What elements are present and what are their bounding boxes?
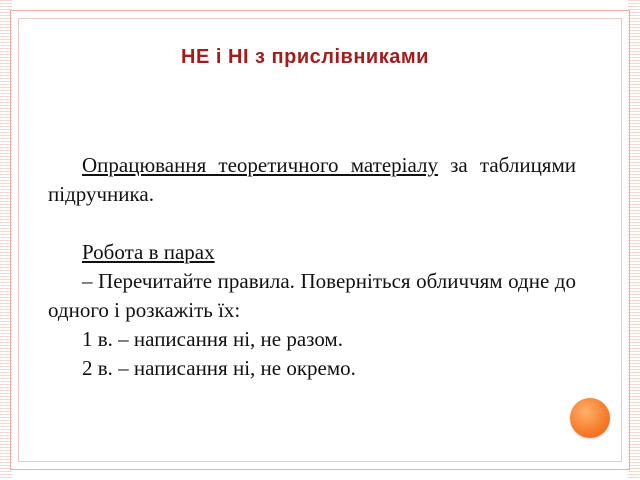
task1-text: за таблицями підручника. (48, 153, 576, 206)
task1-paragraph (48, 151, 576, 209)
task2-heading-text: Робота в парах (82, 240, 215, 264)
task2-item-1: 1 в. – написання ні, не разом. (82, 327, 343, 351)
orange-circle-decoration (570, 398, 610, 438)
task2-item-2: 2 в. – написання ні, не окремо. (82, 356, 356, 380)
task2-heading (48, 238, 576, 267)
slide-body (48, 151, 576, 383)
slide-title: НЕ і НІ з прислівниками (181, 46, 429, 68)
paragraph-spacer (48, 209, 576, 238)
task1-underlined-text: Опрацювання теоретичного матеріалу (82, 153, 438, 177)
task2-instruction: – Перечитайте правила. Поверніться обличчям одне до одного і розкажіть їх: (48, 269, 576, 322)
